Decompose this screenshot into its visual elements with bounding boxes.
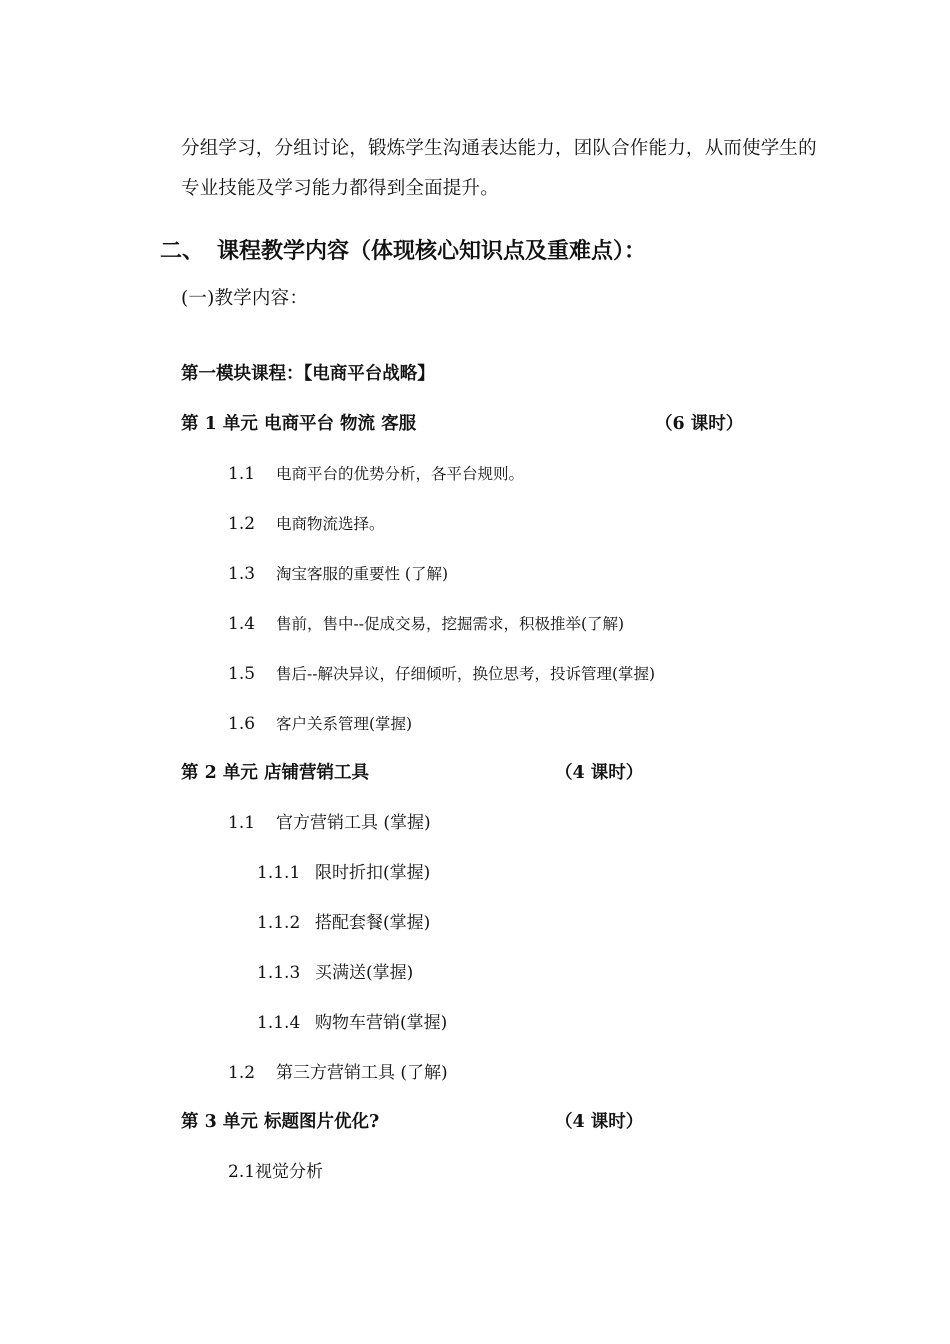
item-number: 2.1 — [228, 1162, 256, 1182]
list-item — [257, 965, 413, 982]
item-number: 1.4 — [228, 614, 256, 634]
item-text: 官方营销工具 (掌握) — [276, 813, 431, 833]
unit-2-title: 第 2 单元 店铺营销工具 — [181, 763, 369, 783]
list-item — [228, 1164, 323, 1181]
item-text: 售后--解决异议，仔细倾听，换位思考，投诉管理(掌握) — [276, 665, 656, 683]
item-text: 搭配套餐(掌握) — [315, 913, 431, 933]
item-text: 买满送(掌握) — [315, 963, 414, 983]
list-item — [228, 666, 655, 683]
unit-3-hours: （4 课时） — [555, 1112, 644, 1132]
item-text: 售前，售中--促成交易，挖掘需求，积极推举(了解) — [276, 615, 625, 633]
item-number: 1.1.1 — [257, 863, 301, 883]
section-title: 课程教学内容（体现核心知识点及重难点）： — [217, 238, 647, 264]
subsection-title: (一)教学内容： — [181, 288, 309, 309]
item-number: 1.3 — [228, 564, 256, 584]
list-item — [228, 466, 524, 483]
unit-2-hours: （4 课时） — [555, 763, 644, 783]
module-title: 第一模块课程：【电商平台战略】 — [181, 364, 435, 384]
list-item — [228, 815, 431, 832]
item-text: 限时折扣(掌握) — [315, 863, 431, 883]
item-text: 淘宝客服的重要性 (了解) — [276, 565, 449, 583]
unit-1-title: 第 1 单元 电商平台 物流 客服 — [181, 414, 417, 434]
intro-line-1: 分组学习，分组讨论，锻炼学生沟通表达能力，团队合作能力，从而使学生的 — [181, 138, 817, 159]
list-item — [257, 915, 430, 932]
intro-line-2: 专业技能及学习能力都得到全面提升。 — [181, 178, 499, 199]
item-text: 电商平台的优势分析，各平台规则。 — [276, 465, 525, 483]
item-text: 第三方营销工具 (了解) — [276, 1063, 448, 1083]
section-number: 二、 — [160, 238, 205, 264]
list-item — [228, 566, 448, 583]
item-number: 1.1.2 — [257, 913, 301, 933]
item-number: 1.1 — [228, 813, 256, 833]
list-item — [228, 516, 385, 533]
list-item — [228, 716, 412, 733]
item-number: 1.1.3 — [257, 963, 301, 983]
list-item — [228, 616, 624, 633]
item-text: 客户关系管理(掌握) — [276, 715, 413, 733]
item-number: 1.1 — [228, 464, 256, 484]
item-text: 电商物流选择。 — [276, 515, 385, 533]
item-number: 1.2 — [228, 1063, 256, 1083]
item-number: 1.2 — [228, 514, 256, 534]
item-number: 1.1.4 — [257, 1013, 301, 1033]
item-number: 1.5 — [228, 664, 256, 684]
list-item — [257, 865, 430, 882]
unit-1-hours: （6 课时） — [655, 414, 744, 434]
list-item — [228, 1065, 448, 1082]
item-number: 1.6 — [228, 714, 256, 734]
list-item — [257, 1015, 447, 1032]
item-text: 视觉分析 — [255, 1162, 324, 1182]
item-text: 购物车营销(掌握) — [315, 1013, 448, 1033]
unit-3-title: 第 3 单元 标题图片优化? — [181, 1112, 380, 1132]
